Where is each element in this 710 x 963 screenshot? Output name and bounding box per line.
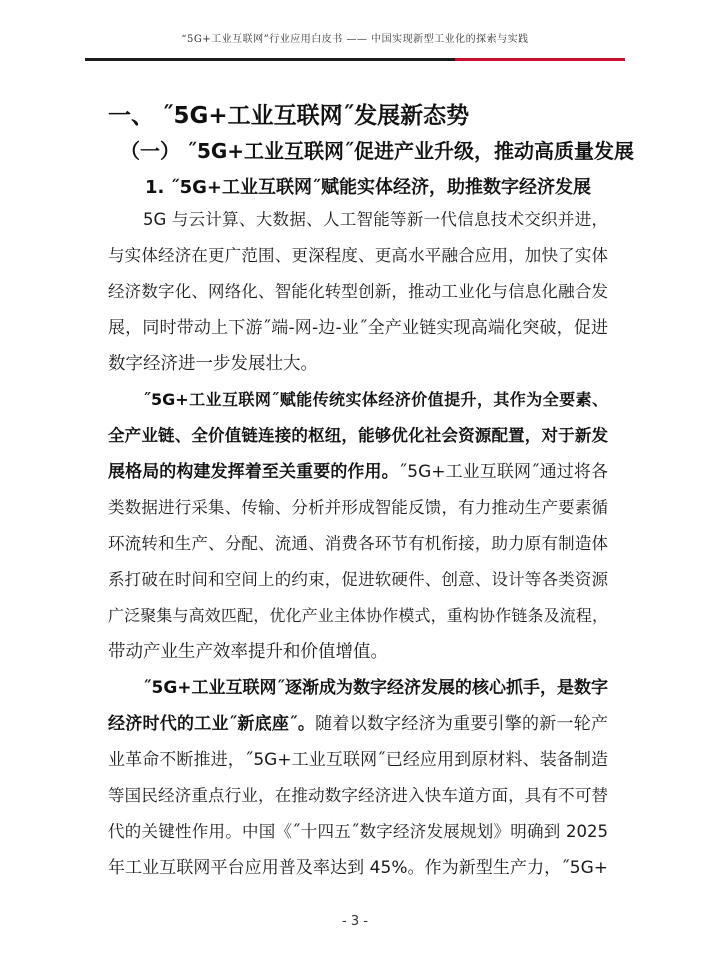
- paragraph-line: 业革命不断推进，˝5G+工业互联网˝已经应用到原材料、装备制造: [108, 750, 608, 770]
- paragraph-line: 与实体经济在更广范围、更深程度、更高水平融合应用，加快了实体: [108, 246, 608, 265]
- section-heading-3: 1. ˝5G+工业互联网˝赋能实体经济，助推数字经济发展: [145, 177, 592, 198]
- section-heading-1: 一、 ˝5G+工业互联网˝发展新态势: [108, 103, 470, 129]
- header-rule-red: [455, 58, 625, 61]
- bold-text: ˝5G+工业互联网˝赋能传统实体经济价值提升，其作为全要素、: [143, 390, 608, 409]
- header-rule-dark: [85, 58, 455, 61]
- bold-text: 经济时代的工业˝新底座˝。: [108, 714, 316, 734]
- paragraph-line: [143, 388, 608, 412]
- regular-text: 随着以数字经济为重要引擎的新一轮产: [315, 714, 609, 734]
- bold-text: ˝5G+工业互联网˝逐渐成为数字经济发展的核心抓手，是数字: [143, 678, 609, 698]
- paragraph-line: 数字经济进一步发展壮大。: [108, 354, 318, 374]
- paragraph-line: [108, 712, 608, 736]
- paragraph-line: 环流转和生产、分配、流通、消费各环节有机衔接，助力原有制造体: [108, 534, 608, 553]
- paragraph-line: 5G 与云计算、大数据、人工智能等新一代信息技术交织并进，: [143, 210, 608, 229]
- bold-text: 展格局的构建发挥着至关重要的作用。: [108, 462, 399, 482]
- page-number: - 3 -: [342, 914, 368, 929]
- paragraph-line: 带动产业生产效率提升和价值增值。: [108, 642, 388, 662]
- paragraph-line: 年工业互联网平台应用普及率达到 45%。作为新型生产力，˝5G+: [108, 858, 608, 878]
- paragraph-line: 类数据进行采集、传输、分析并形成智能反馈，有力推动生产要素循: [108, 498, 608, 517]
- paragraph-line: [108, 424, 608, 448]
- paragraph-line: [108, 460, 608, 484]
- paragraph-line: 等国民经济重点行业，在推动数字经济进入快车道方面，具有不可替: [108, 786, 608, 805]
- paragraph-line: 代的关键性作用。中国《˝十四五˝数字经济发展规划》明确到 2025: [108, 822, 608, 841]
- regular-text: ˝5G+工业互联网˝通过将各: [398, 462, 609, 482]
- paragraph-line: 经济数字化、网络化、智能化转型创新，推动工业化与信息化融合发: [108, 282, 608, 301]
- section-heading-2: （一） ˝5G+工业互联网˝促进产业升级，推动高质量发展: [120, 139, 635, 163]
- paragraph-line: 广泛聚集与高效匹配，优化产业主体协作模式，重构协作链条及流程，: [108, 606, 608, 625]
- paragraph-line: 系打破在时间和空间上的约束，促进软硬件、创意、设计等各类资源: [108, 570, 608, 589]
- header-rule: [85, 58, 625, 61]
- paragraph-line: 展，同时带动上下游˝端-网-边-业˝全产业链实现高端化突破，促进: [108, 318, 608, 338]
- running-header: “5G+工业互联网”行业应用白皮书 —— 中国实现新型工业化的探索与实践: [181, 34, 529, 45]
- bold-text: 全产业链、全价值链连接的枢纽，能够优化社会资源配置，对于新发: [108, 426, 608, 445]
- paragraph-line: [143, 676, 608, 700]
